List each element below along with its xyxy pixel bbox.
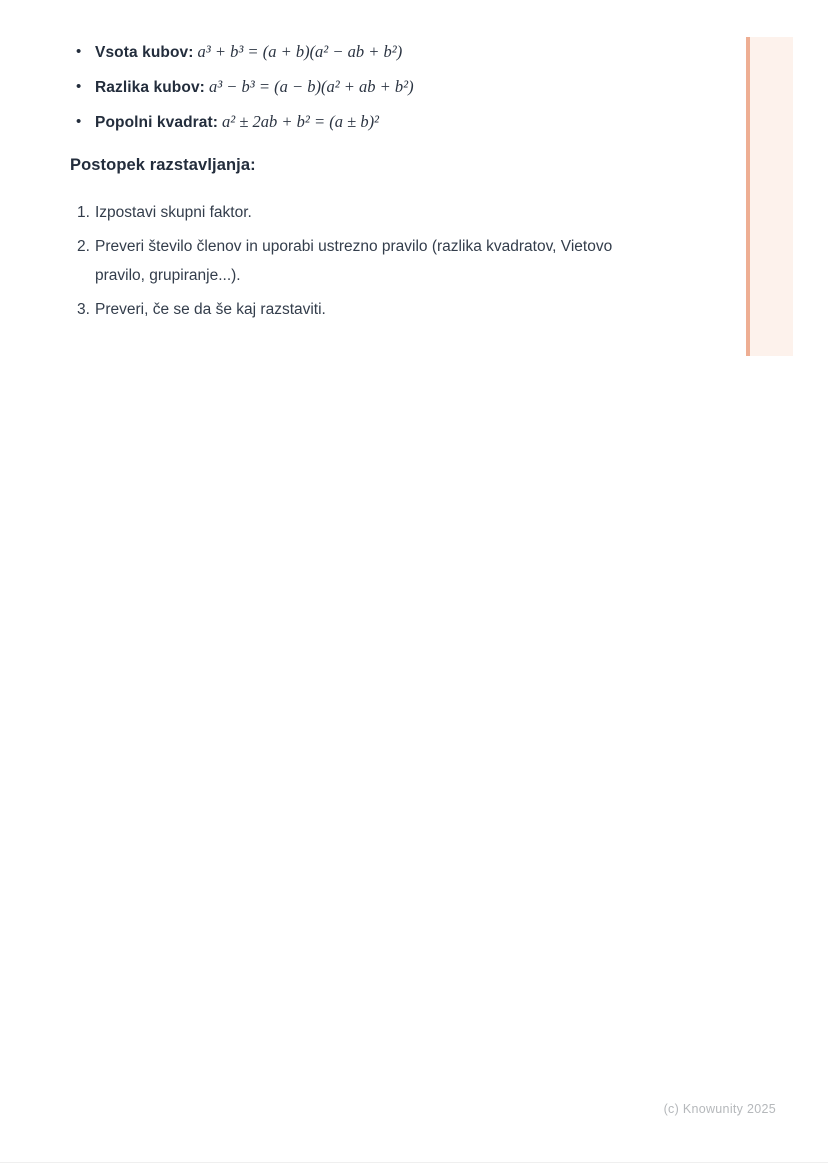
steps-list [70, 198, 690, 324]
step-number: 2. [77, 238, 90, 255]
bullet-icon: • [76, 113, 82, 130]
bullet-icon: • [76, 78, 82, 95]
formula-math: a³ − b³ = (a − b)(a² + ab + b²) [208, 77, 414, 96]
step-text: Preveri, če se da še kaj razstaviti. [95, 301, 326, 318]
list-item [70, 37, 690, 67]
formula-label: Razlika kubov: [95, 79, 205, 96]
list-item [70, 232, 650, 290]
formula-label: Popolni kvadrat: [95, 114, 219, 131]
step-number: 3. [77, 301, 90, 318]
step-text: Preveri število členov in uporabi ustrezno pravilo (razlika kvadratov, Vietovo pravilo, grupiranje...). [95, 238, 613, 284]
list-item [70, 198, 650, 227]
formula-math: a² ± 2ab + b² = (a ± b)² [222, 112, 380, 131]
formula-label: Vsota kubov: [95, 44, 194, 61]
footer-credit: (c) Knowunity 2025 [663, 1102, 776, 1116]
highlight-margin-strip [746, 37, 793, 356]
page-bottom-edge [0, 1162, 828, 1163]
list-item [70, 72, 690, 102]
step-text: Izpostavi skupni faktor. [95, 204, 252, 221]
list-item [70, 107, 690, 137]
formula-list [70, 0, 690, 137]
bullet-icon: • [76, 43, 82, 60]
list-item [70, 295, 650, 324]
document-content [70, 0, 690, 329]
formula-math: a³ + b³ = (a + b)(a² − ab + b²) [197, 42, 403, 61]
section-heading: Postopek razstavljanja: [70, 156, 256, 174]
step-number: 1. [77, 204, 90, 221]
